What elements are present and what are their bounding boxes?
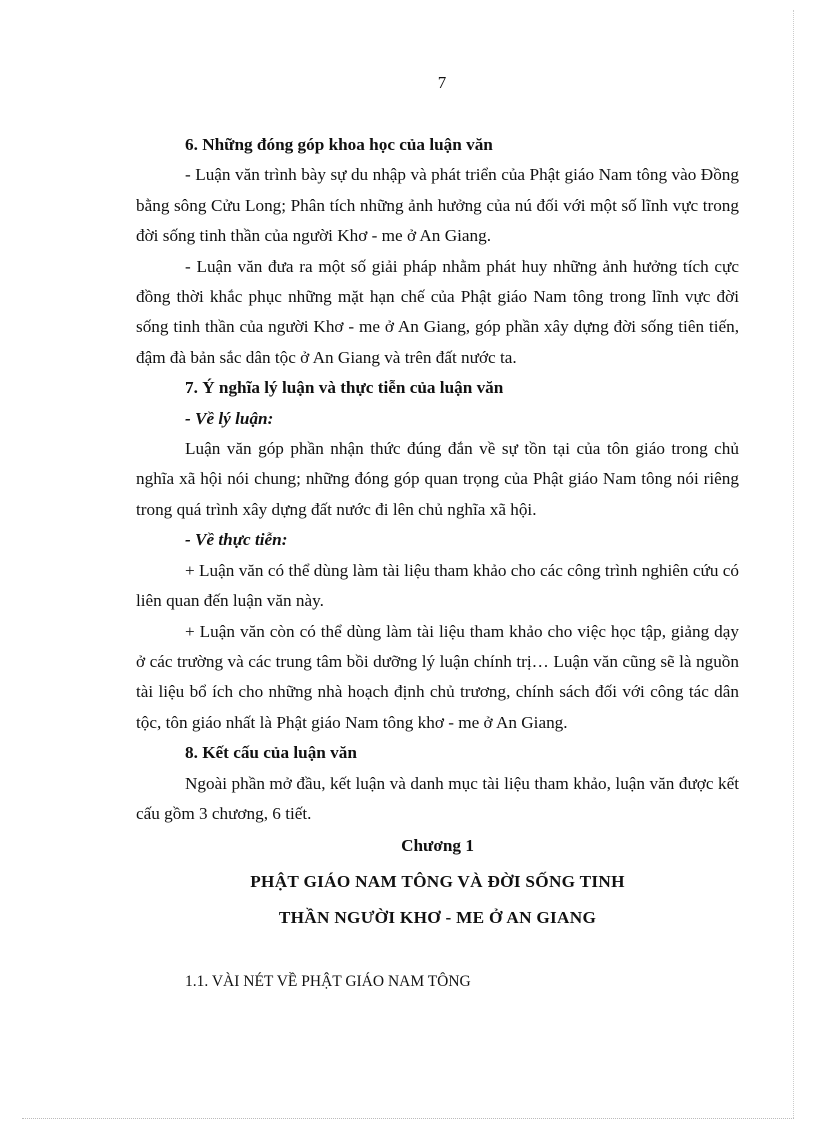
page-border-right xyxy=(793,10,794,1118)
page-number: 7 xyxy=(437,73,447,92)
section-heading-8: 8. Kết cấu của luận văn xyxy=(185,743,357,763)
paragraph: - Luận văn đưa ra một số giải pháp nhằm phát huy những ảnh hưởng tích cực đồng thời khắc phục những mặt hạn chế của Phật giáo Nam tông trong lĩnh vực đời sống tinh thần của người Khơ - me ở An Giang, góp phần xây dựng đời sống tiên tiến, đậm đà bản sắc dân tộc ở An Giang và trên đất nước ta. xyxy=(136,256,739,367)
document-body xyxy=(136,130,739,997)
paragraph: Luận văn góp phần nhận thức đúng đắn về sự tồn tại của tôn giáo trong chủ nghĩa xã hội nói chung; những đóng góp quan trọng của Phật giáo Nam tông nói riêng trong quá trình xây dựng đất nước đi lên chủ nghĩa xã hội. xyxy=(136,439,739,519)
paragraph: Ngoài phần mở đầu, kết luận và danh mục tài liệu tham khảo, luận văn được kết cấu gồm 3 chương, 6 tiết. xyxy=(136,773,739,823)
subheading-theory: - Về lý luận: xyxy=(185,408,274,428)
chapter-label: Chương 1 xyxy=(401,836,474,856)
paragraph: + Luận văn còn có thể dùng làm tài liệu tham khảo cho việc học tập, giảng dạy ở các trường và các trung tâm bồi dưỡng lý luận chính trị… Luận văn cũng sẽ là nguồn tài liệu bổ ích cho những nhà hoạch định chủ trương, chính sách đối với công tác dân tộc, tôn giáo nhất là Phật giáo Nam tông khơ - me ở An Giang. xyxy=(136,621,739,732)
paragraph: + Luận văn có thể dùng làm tài liệu tham khảo cho các công trình nghiên cứu có liên quan đến luận văn này. xyxy=(136,560,739,611)
section-heading-6: 6. Những đóng góp khoa học của luận văn xyxy=(185,135,493,154)
subheading-practice: - Về thực tiễn: xyxy=(185,530,288,550)
paragraph: - Luận văn trình bày sự du nhập và phát triển của Phật giáo Nam tông vào Đồng bằng sông Cửu Long; Phân tích những ảnh hưởng của nú đối với một số lĩnh vực trong đời sống tinh thần của người Khơ - me ở An Giang. xyxy=(136,165,739,246)
page-border-bottom xyxy=(22,1118,794,1119)
chapter-title-line-1: PHẬT GIÁO NAM TÔNG VÀ ĐỜI SỐNG TINH xyxy=(250,871,625,891)
section-heading-7: 7. Ý nghĩa lý luận và thực tiễn của luận văn xyxy=(185,378,504,398)
chapter-title-line-2: THẦN NGƯỜI KHƠ - ME Ở AN GIANG xyxy=(278,907,597,927)
section-title-1-1: 1.1. VÀI NÉT VỀ PHẬT GIÁO NAM TÔNG xyxy=(185,972,471,990)
